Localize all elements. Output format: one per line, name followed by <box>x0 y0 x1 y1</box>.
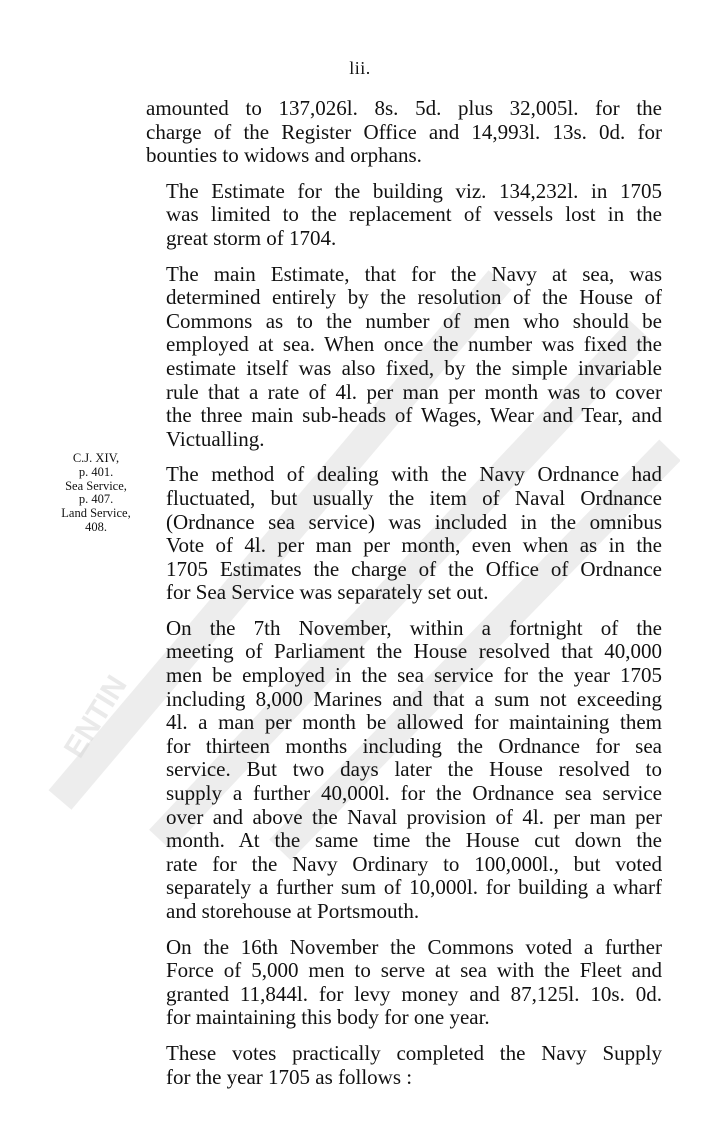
margin-note-line: p. 407. <box>78 492 114 507</box>
text-line: determined entirely by the resolution of the House of <box>166 285 662 310</box>
text-line: was limited to the replacement of vessels lost in the <box>166 202 662 227</box>
margin-notes <box>50 452 142 535</box>
text-line: amounted to 137,026l. 8s. 5d. plus 32,005l. for the <box>146 96 662 120</box>
text-line: granted 11,844l. for levy money and 87,125l. 10s. 0d. <box>166 981 662 1006</box>
paragraph-2 <box>146 180 662 251</box>
text-line: and storehouse at Portsmouth. <box>166 899 420 923</box>
text-line: fluctuated, but usually the item of Naval Ordnance <box>166 485 662 510</box>
text-line: charge of the Register Office and 14,993l. 13s. 0d. for <box>146 119 662 144</box>
margin-note-line: p. 401. <box>78 464 114 479</box>
text-line: rule that a rate of 4l. per man per month was to cover <box>166 379 662 404</box>
watermark-text: ENTIN <box>57 669 134 764</box>
paragraph-3 <box>146 263 662 452</box>
paragraph-1 <box>146 97 662 168</box>
text-line: Force of 5,000 men to serve at sea with the Fleet and <box>166 958 662 983</box>
text-line: Vote of 4l. per man per month, even when as in the <box>166 533 662 558</box>
text-line: for thirteen months including the Ordnance for sea <box>166 733 662 758</box>
text-line: On the 16th November the Commons voted a further <box>166 934 662 959</box>
text-line: Commons as to the number of men who should be <box>166 308 662 333</box>
margin-note-line: Sea Service, <box>65 478 127 493</box>
text-line: for the year 1705 as follows : <box>166 1064 413 1089</box>
text-line: (Ordnance sea service) was included in the omnibus <box>166 509 662 534</box>
text-line: great storm of 1704. <box>166 225 337 250</box>
text-line: The Estimate for the building viz. 134,232l. in 1705 <box>166 178 662 203</box>
text-line: for maintaining this body for one year. <box>166 1005 490 1030</box>
text-line: On the 7th November, within a fortnight of the <box>166 615 662 640</box>
text-line: for Sea Service was separately set out. <box>166 580 489 605</box>
text-line: supply a further 40,000l. for the Ordnance sea service <box>166 781 662 806</box>
text-line: rate for the Navy Ordinary to 100,000l., but voted <box>166 851 662 876</box>
paragraph-7 <box>146 1042 662 1089</box>
text-line: The main Estimate, that for the Navy at sea, was <box>166 261 662 286</box>
text-line: including 8,000 Marines and that a sum not exceeding <box>166 686 662 711</box>
text-line: over and above the Naval provision of 4l. per man per <box>166 804 662 829</box>
text-line: month. At the same time the House cut down the <box>166 828 662 853</box>
margin-note-line: Land Service, <box>61 506 131 521</box>
text-line: separately a further sum of 10,000l. for building a wharf <box>166 875 662 900</box>
text-line: 1705 Estimates the charge of the Office of Ordnance <box>166 556 662 581</box>
paragraph-4 <box>146 463 662 605</box>
text-line: The method of dealing with the Navy Ordnance had <box>166 462 662 487</box>
text-line: bounties to widows and orphans. <box>146 143 422 168</box>
text-line: Victualling. <box>166 426 265 451</box>
text-line: the three main sub-heads of Wages, Wear and Tear, and <box>166 403 662 428</box>
paragraph-5 <box>146 617 662 924</box>
margin-note-line: C.J. XIV, <box>72 451 120 465</box>
text-line: service. But two days later the House resolved to <box>166 757 662 782</box>
text-line: estimate itself was also fixed, by the simple invariable <box>166 355 662 380</box>
paragraph-6 <box>146 936 662 1030</box>
text-line: men be employed in the sea service for the year 1705 <box>166 663 662 688</box>
text-line: meeting of Parliament the House resolved that 40,000 <box>166 639 662 664</box>
body-text <box>146 97 662 1101</box>
text-line: These votes practically completed the Navy Supply <box>166 1040 662 1065</box>
page-number: lii. <box>349 58 371 78</box>
text-line: employed at sea. When once the number was fixed the <box>166 332 662 357</box>
text-line: 4l. a man per month be allowed for maintaining them <box>166 710 662 735</box>
margin-note-line: 408. <box>85 519 107 534</box>
